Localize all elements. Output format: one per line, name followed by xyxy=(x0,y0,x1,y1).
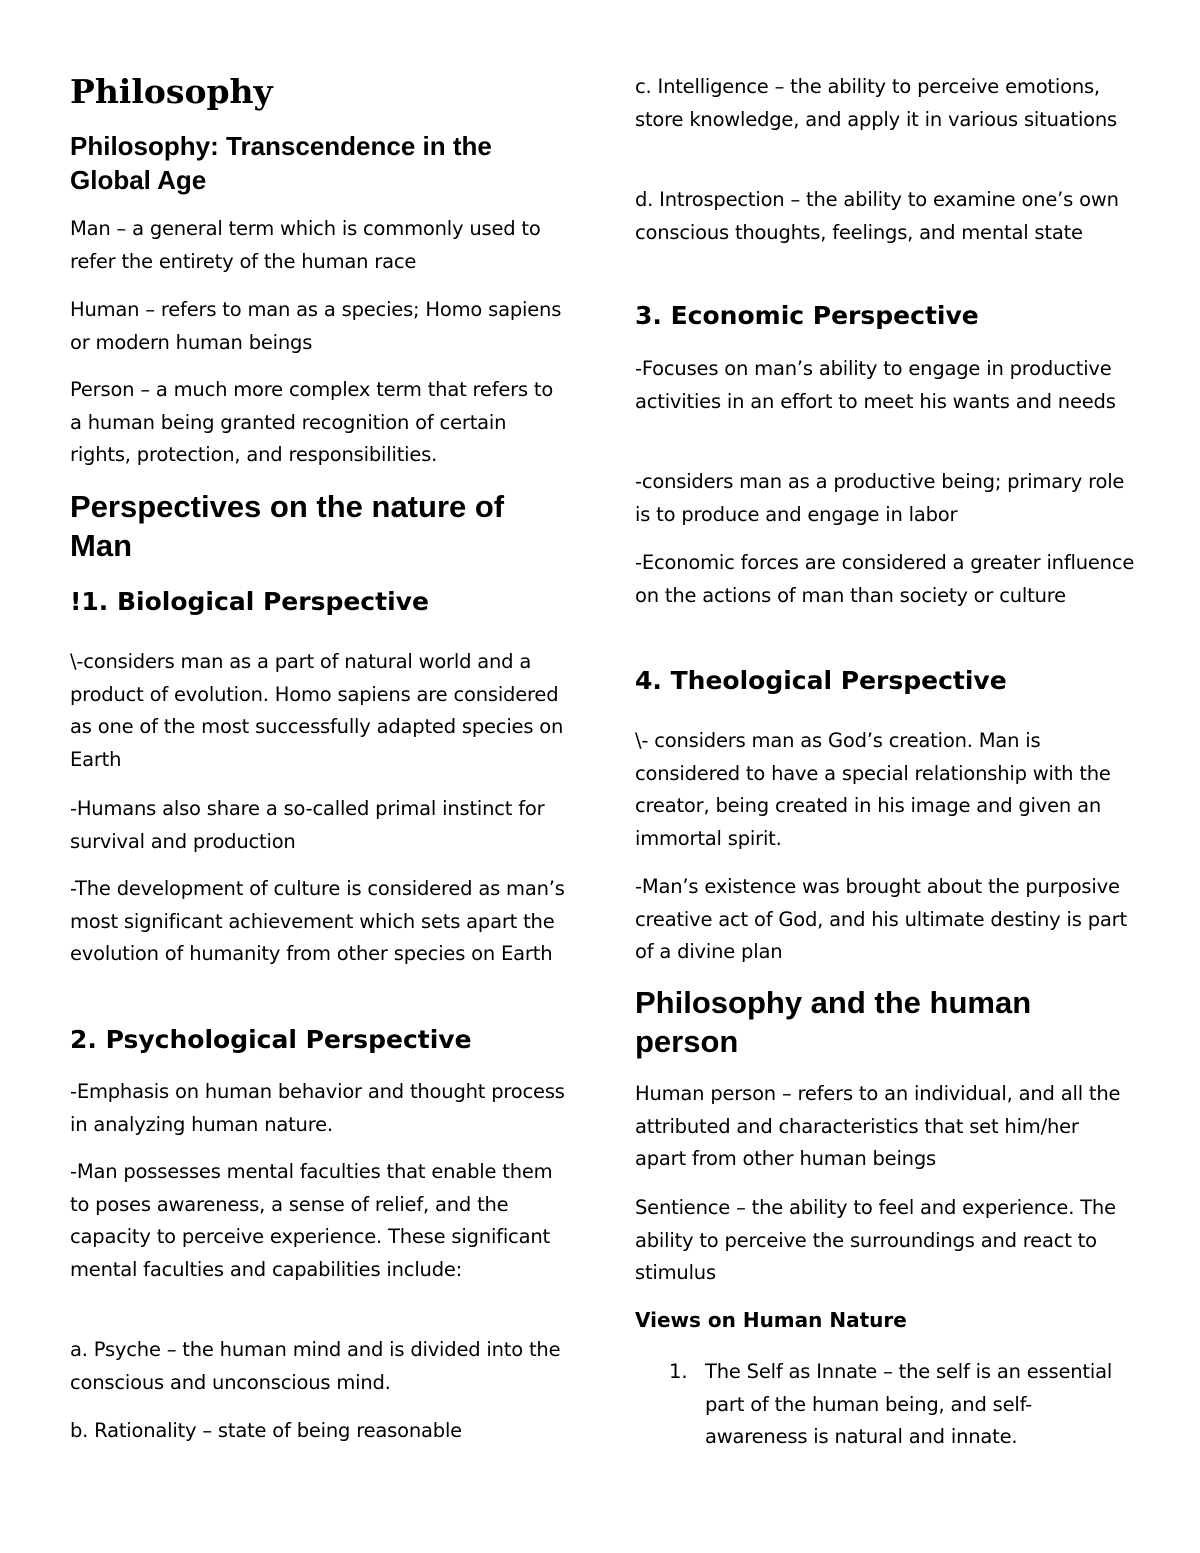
perspectives-heading: Perspectives on the nature of Man xyxy=(70,489,505,563)
economic-heading: 3. Economic Perspective xyxy=(635,301,979,330)
psychological-heading: 2. Psychological Perspective xyxy=(70,1025,472,1054)
definition-human: Human – refers to man as a species; Homo sapiens or modern human beings xyxy=(70,298,562,354)
psychological-paragraph-1: -Emphasis on human behavior and thought process in analyzing human nature. xyxy=(70,1080,565,1136)
economic-paragraph-2: -considers man as a productive being; primary role is to produce and engage in labor xyxy=(635,470,1125,526)
faculty-rationality: b. Rationality – state of being reasonable xyxy=(70,1419,462,1442)
biological-heading: !1. Biological Perspective xyxy=(70,587,429,616)
faculty-introspection: d. Introspection – the ability to examine one’s own conscious thoughts, feelings, and mental state xyxy=(635,188,1119,244)
biological-paragraph-2: -Humans also share a so-called primal instinct for survival and production xyxy=(70,797,545,853)
economic-paragraph-1: -Focuses on man’s ability to engage in productive activities in an effort to meet his wants and needs xyxy=(635,357,1116,413)
biological-paragraph-3: -The development of culture is considered as man’s most significant achievement which sets apart the evolution of humanity from other species on Earth xyxy=(70,877,565,965)
biological-paragraph-1: \-considers man as a part of natural world and a product of evolution. Homo sapiens are considered as one of the most successfully adapted species on Earth xyxy=(70,650,564,771)
human-person-heading: Philosophy and the human person xyxy=(635,985,1032,1059)
theological-paragraph-2: -Man’s existence was brought about the purposive creative act of God, and his ultimate destiny is part of a divine plan xyxy=(635,875,1127,963)
economic-paragraph-3: -Economic forces are considered a greater influence on the actions of man than society or culture xyxy=(635,551,1135,607)
list-item-text: The Self as Innate – the self is an essential part of the human being, and self-awareness is natural and innate. xyxy=(705,1360,1113,1448)
human-person-paragraph-1: Human person – refers to an individual, and all the attributed and characteristics that set him/her apart from other human beings xyxy=(635,1082,1121,1170)
document-subtitle: Philosophy: Transcendence in the Global Age xyxy=(70,131,492,195)
faculty-psyche: a. Psyche – the human mind and is divided into the conscious and unconscious mind. xyxy=(70,1338,561,1394)
views-heading: Views on Human Nature xyxy=(635,1308,907,1332)
definition-man: Man – a general term which is commonly used to refer the entirety of the human race xyxy=(70,217,541,273)
document-title: Philosophy xyxy=(70,72,273,111)
theological-heading: 4. Theological Perspective xyxy=(635,666,1007,695)
human-person-paragraph-2: Sentience – the ability to feel and experience. The ability to perceive the surroundings and react to stimulus xyxy=(635,1196,1116,1284)
faculty-intelligence: c. Intelligence – the ability to perceive emotions, store knowledge, and apply it in various situations xyxy=(635,75,1118,131)
theological-paragraph-1: \- considers man as God’s creation. Man is considered to have a special relationship with the creator, being created in his image and given an immortal spirit. xyxy=(635,729,1111,850)
definition-person: Person – a much more complex term that refers to a human being granted recognition of certain rights, protection, and responsibilities. xyxy=(70,378,554,466)
psychological-paragraph-2: -Man possesses mental faculties that enable them to poses awareness, a sense of relief, and the capacity to perceive experience. These significant mental faculties and capabilities include: xyxy=(70,1160,553,1281)
list-item-number: 1. xyxy=(669,1360,688,1383)
